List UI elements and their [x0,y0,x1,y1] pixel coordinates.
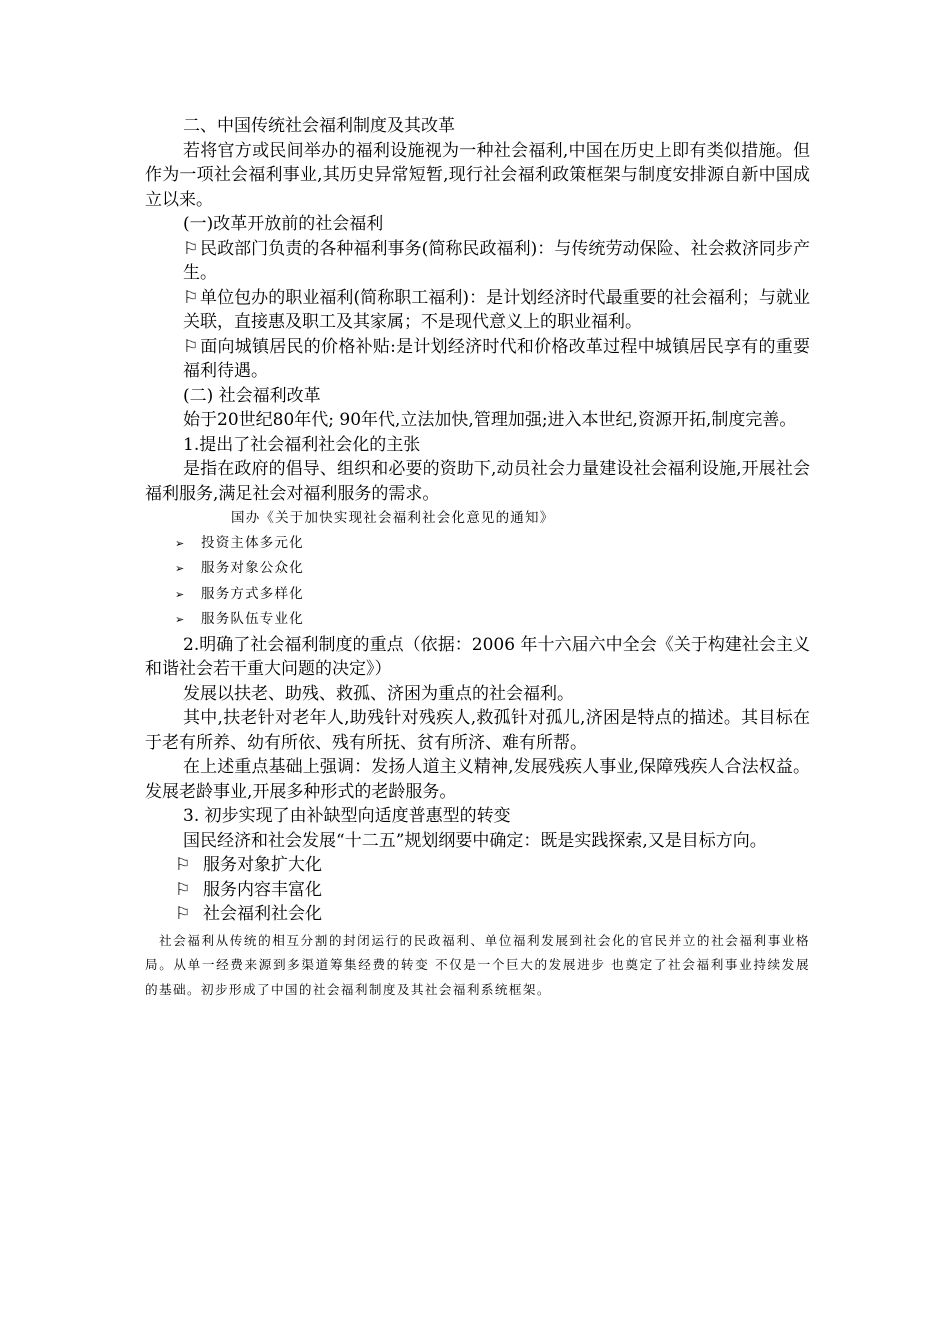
notice-item-text: 服务方式多样化 [201,585,304,602]
arrow-bullet-icon: ➢ [175,613,186,626]
summary-paragraph: 社会福利从传统的相互分割的封闭运行的民政福利、单位福利发展到社会化的官民并立的社会福利事业格局。从单一经费来源到多渠道筹集经费的转变 不仅是一个巨大的发展进步 也奠定了社会福利事业持续发展的基础。初步形成了中国的社会福利制度及其社会福利系统框架。 [145,932,810,997]
notice-item-text: 服务对象公众化 [201,560,304,576]
notice-title: 国办《关于加快实现社会福利社会化意见的通知》 [231,510,555,526]
section-title: 二、中国传统社会福利制度及其改革 [183,116,455,136]
intro-paragraph: 若将官方或民间举办的福利设施视为一种社会福利,中国在历史上即有类似措施。但作为一项社会福利事业,其历史异常短暂,现行社会福利政策框架与制度安排源自新中国成立以来。 [145,140,810,210]
point-3-title: 3. 初步实现了由补缺型向适度普惠型的转变 [183,806,511,826]
subsection-1-title: (一)改革开放前的社会福利 [183,214,384,234]
pre-reform-item [145,286,810,335]
pre-reform-item-text: 单位包办的职业福利(简称职工福利)：是计划经济时代最重要的社会福利；与就业关联，直接惠及职工及其家属；不是现代意义上的职业福利。 [183,287,810,332]
arrow-bullet-icon: ➢ [175,587,186,601]
pre-reform-item-text: 面向城镇居民的价格补贴:是计划经济时代和价格改革过程中城镇居民享有的重要福利待遇。 [183,336,810,381]
reform-intro-paragraph: 始于20世纪80年代; 90年代,立法加快,管理加强;进入本世纪,资源开拓,制度完善。 [183,410,797,430]
arrow-bullet-icon: ➢ [175,536,186,550]
flag-bullet-icon: ⚐ [183,287,199,308]
point-1-title: 1.提出了社会福利社会化的主张 [183,434,421,455]
point-2-title: 2.明确了社会福利制度的重点（依据：2006 年十六届六中全会《关于构建社会主义和谐社会若干重大问题的决定》） [145,634,810,679]
notice-item [145,607,810,633]
point-3-item-text: 社会福利社会化 [203,904,322,924]
notice-item-text: 投资主体多元化 [201,534,304,551]
point-3-item [145,902,810,927]
notice-item-text: 服务队伍专业化 [201,611,304,627]
point-3-item-text: 服务内容丰富化 [203,879,322,900]
arrow-bullet-icon: ➢ [175,562,186,575]
flag-bullet-icon: ⚐ [183,238,199,259]
flag-bullet-icon: ⚐ [175,879,191,900]
pre-reform-item [145,335,810,384]
point-3-paragraph: 国民经济和社会发展“十二五”规划纲要中确定：既是实践探索,又是目标方向。 [183,830,767,851]
point-3-item-text: 服务对象扩大化 [203,855,322,875]
document-body [145,114,810,1002]
point-2-paragraph: 其中,扶老针对老年人,助残针对残疾人,救孤针对孤儿,济困是特点的描述。其目标在于老有所养、幼有所依、残有所抚、贫有所济、难有所帮。 [145,708,810,753]
pre-reform-item-text: 民政部门负责的各种福利事务(简称民政福利)：与传统劳动保险、社会救济同步产生。 [183,238,810,283]
point-3-item [145,878,810,903]
pre-reform-item [145,237,810,286]
notice-item [145,582,810,608]
notice-item [145,531,810,557]
flag-bullet-icon: ⚐ [175,904,191,924]
notice-item [145,556,810,582]
flag-bullet-icon: ⚐ [175,855,191,875]
point-1-paragraph: 是指在政府的倡导、组织和必要的资助下,动员社会力量建设社会福利设施,开展社会福利服务,满足社会对福利服务的需求。 [145,459,810,504]
point-3-item [145,853,810,878]
point-2-paragraph: 在上述重点基础上强调：发扬人道主义精神,发展残疾人事业,保障残疾人合法权益。发展老龄事业,开展多种形式的老龄服务。 [145,757,810,802]
point-2-paragraph: 发展以扶老、助残、救孤、济困为重点的社会福利。 [183,683,574,704]
subsection-2-title: (二) 社会福利改革 [183,385,321,406]
flag-bullet-icon: ⚐ [183,336,199,357]
